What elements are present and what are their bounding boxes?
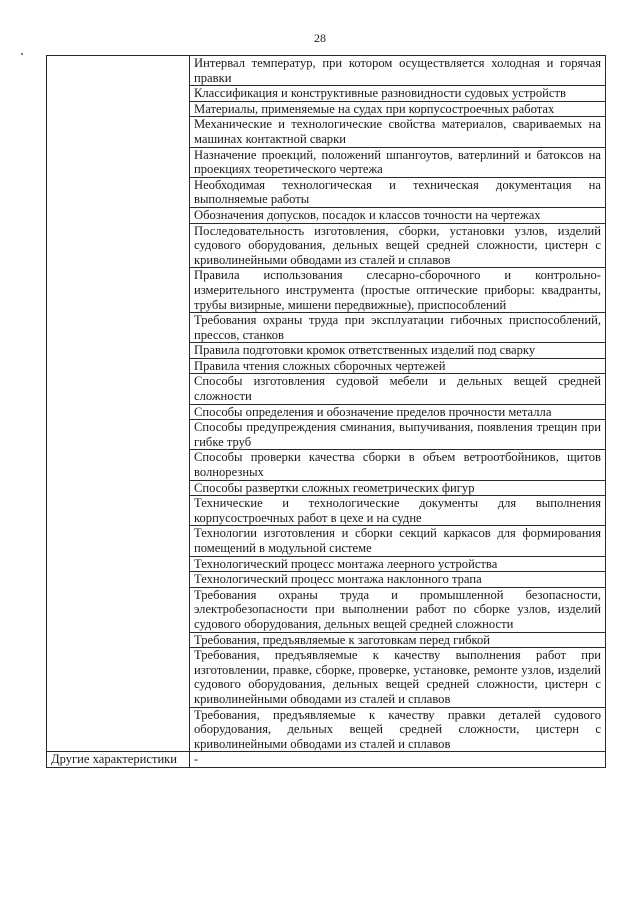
knowledge-item-text: Правила использования слесарно-сборочного и контрольно-измерительного инструмента (простые оптические приборы: квадранты, трубы визирные, мишени передвижные), приспособлений	[194, 268, 601, 312]
knowledge-item-text: Технологии изготовления и сборки секций каркасов для формирования помещений в модульной системе	[194, 526, 601, 555]
knowledge-item	[190, 420, 606, 450]
knowledge-item	[190, 101, 606, 117]
knowledge-item	[190, 450, 606, 480]
knowledge-item-text: Классификация и конструктивные разновидности судовых устройств	[194, 86, 566, 101]
other-characteristics-label: Другие характеристики	[47, 752, 190, 768]
scan-speck	[21, 53, 23, 55]
knowledge-item-text: Требования, предъявляемые к качеству правки деталей судового оборудования, дельных вещей средней сложности, цистерн с криволинейными обводами из сталей и сплавов	[194, 707, 601, 751]
knowledge-item	[190, 572, 606, 588]
knowledge-item	[190, 404, 606, 420]
empty-label-cell	[47, 56, 190, 752]
knowledge-item-text: Механические и технологические свойства материалов, свариваемых на машинах контактной сварки	[194, 117, 601, 146]
knowledge-item-text: Способы развертки сложных геометрических фигур	[194, 480, 475, 495]
knowledge-item	[190, 223, 606, 268]
knowledge-item-text: Требования, предъявляемые к заготовкам перед гибкой	[194, 632, 490, 647]
knowledge-item-text: Обозначения допусков, посадок и классов точности на чертежах	[194, 207, 541, 222]
knowledge-item-text: Интервал температур, при котором осуществляется холодная и горячая правки	[194, 56, 601, 85]
knowledge-item-text: Способы изготовления судовой мебели и дельных вещей средней сложности	[194, 374, 601, 404]
knowledge-item	[190, 648, 606, 707]
knowledge-item-text: Технологический процесс монтажа леерного устройства	[194, 556, 498, 571]
knowledge-item-text: Правила чтения сложных сборочных чертежей	[194, 358, 446, 373]
knowledge-item	[190, 268, 606, 313]
knowledge-item	[190, 207, 606, 223]
knowledge-item	[190, 374, 606, 404]
knowledge-item	[190, 587, 606, 632]
knowledge-item	[190, 480, 606, 496]
other-characteristics-value: -	[190, 752, 606, 768]
knowledge-item	[190, 86, 606, 102]
page-number: 28	[314, 31, 326, 45]
knowledge-item	[190, 496, 606, 526]
knowledge-row	[47, 56, 606, 86]
knowledge-item-text: Технические и технологические документы для выполнения корпусостроечных работ в цехе и на судне	[194, 496, 601, 525]
knowledge-item	[190, 632, 606, 648]
knowledge-item	[190, 343, 606, 359]
knowledge-item-text: Необходимая технологическая и техническая документация на выполняемые работы	[194, 177, 601, 207]
knowledge-item-text: Последовательность изготовления, сборки, установки узлов, изделий судового оборудования, дельных вещей средней сложности, цистерн с криволинейными обводами из сталей и сплавов	[194, 223, 601, 267]
knowledge-item-text: Правила подготовки кромок ответственных изделий под сварку	[194, 343, 536, 358]
knowledge-item-text: Способы предупреждения сминания, выпучивания, появления трещин при гибке труб	[194, 420, 601, 449]
knowledge-item	[190, 147, 606, 177]
knowledge-item-text: Способы проверки качества сборки в объем ветроотбойников, щитов волнорезных	[194, 450, 601, 480]
knowledge-item-text: Требования, предъявляемые к качеству выполнения работ при изготовлении, правке, сборке, проверке, установке, ремонте узлов, изделий судового оборудования, дельных вещей средней сложности, цистерн с криволинейными обводами из сталей и сплавов	[194, 648, 601, 706]
knowledge-item-text: Способы определения и обозначение пределов прочности металла	[194, 404, 552, 419]
requirements-table	[46, 55, 606, 768]
knowledge-item	[190, 56, 606, 86]
knowledge-item	[190, 707, 606, 752]
knowledge-item-text: Технологический процесс монтажа наклонного трапа	[194, 572, 482, 587]
knowledge-item-text: Требования охраны труда и промышленной безопасности, электробезопасности при выполнении работ по сборке узлов, изделий судового оборудования, дельных вещей средней сложности	[194, 587, 601, 631]
knowledge-item	[190, 117, 606, 147]
knowledge-item-text: Назначение проекций, положений шпангоутов, ватерлиний и батоксов на проекциях теоретического чертежа	[194, 147, 601, 177]
knowledge-item	[190, 556, 606, 572]
knowledge-item	[190, 358, 606, 374]
knowledge-item-text: Требования охраны труда при эксплуатации гибочных приспособлений, прессов, станков	[194, 313, 601, 342]
other-characteristics-row	[47, 752, 606, 768]
knowledge-item	[190, 177, 606, 207]
knowledge-item-text: Материалы, применяемые на судах при корпусостроечных работах	[194, 101, 555, 116]
knowledge-item	[190, 313, 606, 343]
requirements-table-body	[47, 56, 606, 768]
knowledge-item	[190, 526, 606, 556]
